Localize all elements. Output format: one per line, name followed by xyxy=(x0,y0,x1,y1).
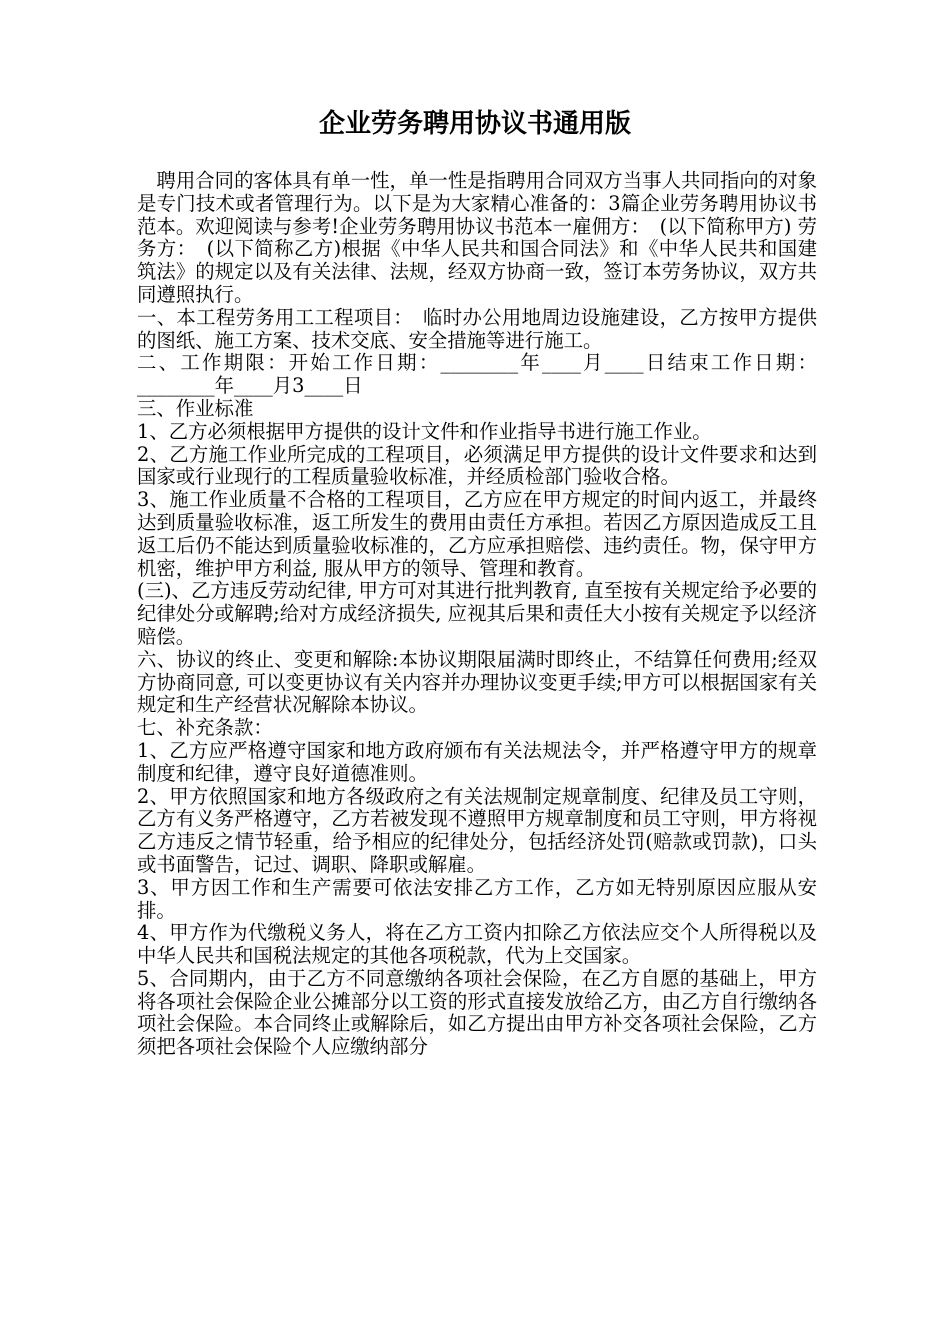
standards-item-2: 2、乙方施工作业所完成的工程项目，必须满足甲方提供的设计文件要求和达到国家或行业现行的工程质量验收标准，并经质检部门验收合格。 xyxy=(137,442,817,489)
document-body xyxy=(137,170,817,1059)
supplementary-item-5: 5、合同期内，由于乙方不同意缴纳各项社会保险，在乙方自愿的基础上，甲方将各项社会保险企业公摊部分以工资的形式直接发放给乙方，由乙方自行缴纳各项社会保险。本合同终止或解除后，如乙方提出由甲方补交各项社会保险，乙方须把各项社会保险个人应缴纳部分 xyxy=(137,966,817,1059)
discipline-paragraph: (三)、乙方违反劳动纪律, 甲方可对其进行批判教育, 直至按有关规定给予必要的纪律处分或解聘;给对方成经济损失, 应视其后果和责任大小按有关规定予以经济赔偿。 xyxy=(137,579,817,648)
clause-project-paragraph: 一、本工程劳务用工工程项目： 临时办公用地周边设施建设，乙方按甲方提供的图纸、施工方案、技术交底、安全措施等进行施工。 xyxy=(137,305,817,352)
supplementary-item-4: 4、甲方作为代缴税义务人，将在乙方工资内扣除乙方依法应交个人所得税以及中华人民共和国税法规定的其他各项税款，代为上交国家。 xyxy=(137,921,817,968)
section-heading-standards: 三、作业标准 xyxy=(137,396,254,420)
supplementary-item-2: 2、甲方依照国家和地方各级政府之有关法规制定规章制度、纪律及员工守则，乙方有义务严格遵守，乙方若被发现不遵照甲方规章制度和员工守则，甲方将视乙方违反之情节轻重，给予相应的纪律处分，包括经济处罚(赔款或罚款)，口头或书面警告，记过、调职、降职或解雇。 xyxy=(137,784,817,876)
clause-term-paragraph: 二、工作期限：开始工作日期：________年____月____日结束工作日期：________年____月3____日 xyxy=(137,351,817,398)
standards-item-1: 1、乙方必须根据甲方提供的设计文件和作业指导书进行施工作业。 xyxy=(137,419,712,443)
section-heading-supplementary: 七、补充条款： xyxy=(137,716,273,740)
termination-paragraph: 六、协议的终止、变更和解除:本协议期限届满时即终止，不结算任何费用;经双方协商同意, 可以变更协议有关内容并办理协议变更手续;甲方可以根据国家有关规定和生产经营状况解除本协议。 xyxy=(137,647,817,717)
standards-item-3: 3、施工作业质量不合格的工程项目，乙方应在甲方规定的时间内返工，并最终达到质量验收标准，返工所发生的费用由责任方承担。若因乙方原因造成反工且返工后仍不能达到质量验收标准的，乙方应承担赔偿、违约责任。物，保守甲方机密，维护甲方利益, 服从甲方的领导、管理和教育。 xyxy=(137,488,817,580)
supplementary-item-3: 3、甲方因工作和生产需要可依法安排乙方工作，乙方如无特别原因应服从安排。 xyxy=(137,875,817,922)
document-title: 企业劳务聘用协议书通用版 xyxy=(318,109,631,139)
intro-paragraph: 聘用合同的客体具有单一性，单一性是指聘用合同双方当事人共同指向的对象是专门技术或者管理行为。以下是为大家精心准备的：3篇企业劳务聘用协议书范本。欢迎阅读与参考!企业劳务聘用协议书范本一雇佣方： (以下简称甲方) 劳务方： (以下简称乙方)根据《中华人民共和国合同法》和《中华人民共和国建筑法》的规定以及有关法律、法规，经双方协商一致，签订本劳务协议，双方共同遵照执行。 xyxy=(137,169,817,306)
supplementary-item-1: 1、乙方应严格遵守国家和地方政府颁布有关法规法令，并严格遵守甲方的规章制度和纪律，遵守良好道德准则。 xyxy=(137,738,817,785)
